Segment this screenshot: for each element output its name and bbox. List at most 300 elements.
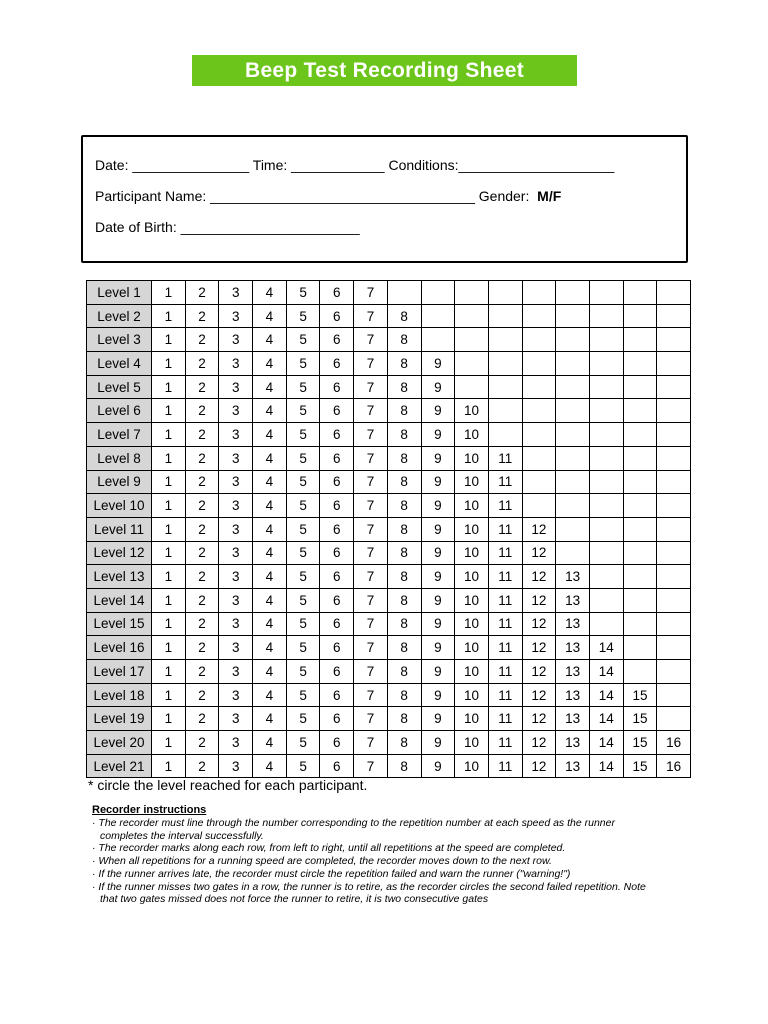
table-row	[87, 731, 691, 755]
empty-cell	[657, 494, 691, 518]
repetition-cell: 4	[253, 731, 287, 755]
empty-cell	[455, 304, 489, 328]
table-row	[87, 612, 691, 636]
empty-cell	[556, 517, 590, 541]
repetition-cell: 2	[185, 352, 219, 376]
repetition-cell: 13	[556, 565, 590, 589]
repetition-cell: 4	[253, 612, 287, 636]
empty-cell	[488, 328, 522, 352]
repetition-cell: 3	[219, 731, 253, 755]
repetition-cell: 8	[387, 731, 421, 755]
repetition-cell: 14	[589, 731, 623, 755]
table-row	[87, 517, 691, 541]
empty-cell	[589, 399, 623, 423]
table-row	[87, 352, 691, 376]
repetition-cell: 6	[320, 446, 354, 470]
empty-cell	[657, 470, 691, 494]
instruction-item: · If the runner arrives late, the recorder must circle the repetition failed and warn the runner ("warning!")	[92, 867, 571, 880]
repetition-cell: 10	[455, 588, 489, 612]
repetition-cell: 1	[152, 352, 186, 376]
repetition-cell: 2	[185, 494, 219, 518]
repetition-cell: 4	[253, 541, 287, 565]
repetition-cell: 8	[387, 683, 421, 707]
empty-cell	[556, 446, 590, 470]
empty-cell	[455, 352, 489, 376]
repetition-cell: 3	[219, 683, 253, 707]
empty-cell	[522, 328, 556, 352]
repetition-cell: 3	[219, 470, 253, 494]
date-of-birth-line: Date of Birth: _______________________	[95, 219, 360, 235]
empty-cell	[556, 494, 590, 518]
table-row	[87, 304, 691, 328]
repetition-cell: 2	[185, 612, 219, 636]
repetition-cell: 14	[589, 707, 623, 731]
participant-name-line	[95, 188, 561, 204]
empty-cell	[556, 352, 590, 376]
repetition-cell: 1	[152, 660, 186, 684]
repetition-cell: 6	[320, 660, 354, 684]
repetition-cell: 7	[354, 304, 388, 328]
repetition-cell: 1	[152, 612, 186, 636]
repetition-cell: 13	[556, 660, 590, 684]
repetition-cell: 12	[522, 612, 556, 636]
repetition-cell: 8	[387, 541, 421, 565]
repetition-cell: 4	[253, 446, 287, 470]
repetition-cell: 4	[253, 399, 287, 423]
repetition-cell: 1	[152, 399, 186, 423]
empty-cell	[657, 541, 691, 565]
repetition-cell: 4	[253, 352, 287, 376]
repetition-cell: 10	[455, 446, 489, 470]
repetition-cell: 9	[421, 494, 455, 518]
repetition-cell: 7	[354, 660, 388, 684]
repetition-cell: 5	[286, 517, 320, 541]
repetition-cell: 13	[556, 731, 590, 755]
empty-cell	[623, 636, 657, 660]
empty-cell	[488, 281, 522, 305]
repetition-cell: 8	[387, 612, 421, 636]
repetition-cell: 8	[387, 754, 421, 778]
repetition-cell: 12	[522, 636, 556, 660]
repetition-cell: 6	[320, 304, 354, 328]
empty-cell	[623, 446, 657, 470]
repetition-cell: 10	[455, 541, 489, 565]
table-row	[87, 281, 691, 305]
repetition-cell: 15	[623, 683, 657, 707]
repetition-cell: 2	[185, 707, 219, 731]
repetition-cell: 12	[522, 588, 556, 612]
repetition-cell: 9	[421, 375, 455, 399]
repetition-cell: 11	[488, 541, 522, 565]
repetition-cell: 1	[152, 636, 186, 660]
table-row	[87, 494, 691, 518]
repetition-cell: 10	[455, 660, 489, 684]
repetition-cell: 4	[253, 304, 287, 328]
repetition-cell: 9	[421, 541, 455, 565]
repetition-cell: 11	[488, 470, 522, 494]
table-row	[87, 636, 691, 660]
repetition-cell: 2	[185, 328, 219, 352]
repetition-cell: 11	[488, 588, 522, 612]
level-label: Level 20	[87, 731, 152, 755]
repetition-cell: 3	[219, 636, 253, 660]
empty-cell	[657, 352, 691, 376]
repetition-cell: 7	[354, 612, 388, 636]
empty-cell	[522, 399, 556, 423]
repetition-cell: 1	[152, 517, 186, 541]
repetition-cell: 7	[354, 399, 388, 423]
empty-cell	[589, 375, 623, 399]
empty-cell	[488, 423, 522, 447]
repetition-cell: 1	[152, 423, 186, 447]
empty-cell	[488, 399, 522, 423]
table-row	[87, 328, 691, 352]
circle-level-note: * circle the level reached for each participant.	[88, 777, 368, 793]
empty-cell	[657, 399, 691, 423]
repetition-cell: 16	[657, 731, 691, 755]
instruction-item: · The recorder marks along each row, from left to right, until all repetitions at the speed are completed.	[92, 842, 566, 855]
empty-cell	[522, 352, 556, 376]
repetition-cell: 9	[421, 731, 455, 755]
empty-cell	[589, 423, 623, 447]
repetition-cell: 13	[556, 636, 590, 660]
level-label: Level 5	[87, 375, 152, 399]
repetition-cell: 6	[320, 754, 354, 778]
repetition-cell: 3	[219, 328, 253, 352]
repetition-cell: 8	[387, 375, 421, 399]
repetition-cell: 12	[522, 731, 556, 755]
repetition-cell: 1	[152, 754, 186, 778]
empty-cell	[387, 281, 421, 305]
table-row	[87, 399, 691, 423]
repetition-cell: 5	[286, 328, 320, 352]
repetition-cell: 3	[219, 304, 253, 328]
repetition-cell: 5	[286, 541, 320, 565]
level-label: Level 13	[87, 565, 152, 589]
empty-cell	[657, 707, 691, 731]
repetition-cell: 13	[556, 588, 590, 612]
repetition-cell: 6	[320, 636, 354, 660]
repetition-cell: 14	[589, 660, 623, 684]
repetition-cell: 1	[152, 494, 186, 518]
repetition-cell: 11	[488, 636, 522, 660]
repetition-cell: 5	[286, 636, 320, 660]
empty-cell	[623, 565, 657, 589]
repetition-cell: 9	[421, 707, 455, 731]
repetition-cell: 2	[185, 731, 219, 755]
repetition-cell: 6	[320, 612, 354, 636]
empty-cell	[623, 660, 657, 684]
repetition-cell: 1	[152, 683, 186, 707]
level-label: Level 15	[87, 612, 152, 636]
empty-cell	[522, 375, 556, 399]
recorder-instructions-heading: Recorder instructions	[92, 804, 207, 816]
empty-cell	[657, 636, 691, 660]
repetition-cell: 7	[354, 588, 388, 612]
repetition-cell: 5	[286, 731, 320, 755]
repetition-cell: 11	[488, 731, 522, 755]
repetition-cell: 7	[354, 541, 388, 565]
repetition-cell: 10	[455, 494, 489, 518]
empty-cell	[657, 612, 691, 636]
repetition-cell: 10	[455, 470, 489, 494]
repetition-cell: 4	[253, 423, 287, 447]
repetition-cell: 14	[589, 754, 623, 778]
repetition-cell: 4	[253, 281, 287, 305]
level-label: Level 2	[87, 304, 152, 328]
repetition-cell: 2	[185, 517, 219, 541]
repetition-cell: 1	[152, 328, 186, 352]
repetition-cell: 2	[185, 375, 219, 399]
empty-cell	[589, 352, 623, 376]
instruction-item: · When all repetitions for a running speed are completed, the recorder moves down to the next row.	[92, 855, 552, 868]
repetition-cell: 7	[354, 352, 388, 376]
level-label: Level 8	[87, 446, 152, 470]
repetition-cell: 6	[320, 399, 354, 423]
repetition-cell: 6	[320, 494, 354, 518]
repetition-cell: 12	[522, 683, 556, 707]
repetition-cell: 2	[185, 423, 219, 447]
empty-cell	[623, 375, 657, 399]
repetition-cell: 10	[455, 683, 489, 707]
repetition-cell: 10	[455, 517, 489, 541]
repetition-cell: 7	[354, 565, 388, 589]
empty-cell	[421, 281, 455, 305]
empty-cell	[623, 304, 657, 328]
repetition-cell: 16	[657, 754, 691, 778]
repetition-cell: 6	[320, 470, 354, 494]
empty-cell	[589, 494, 623, 518]
repetition-cell: 10	[455, 707, 489, 731]
repetition-cell: 8	[387, 588, 421, 612]
empty-cell	[589, 588, 623, 612]
repetition-cell: 1	[152, 707, 186, 731]
repetition-cell: 4	[253, 683, 287, 707]
repetition-cell: 14	[589, 636, 623, 660]
level-label: Level 9	[87, 470, 152, 494]
repetition-cell: 8	[387, 707, 421, 731]
repetition-cell: 3	[219, 541, 253, 565]
table-row	[87, 375, 691, 399]
repetition-cell: 10	[455, 423, 489, 447]
repetition-cell: 5	[286, 281, 320, 305]
repetition-cell: 8	[387, 517, 421, 541]
empty-cell	[589, 541, 623, 565]
repetition-cell: 7	[354, 281, 388, 305]
repetition-cell: 6	[320, 588, 354, 612]
empty-cell	[657, 517, 691, 541]
empty-cell	[522, 446, 556, 470]
participant-info-box	[81, 135, 688, 263]
repetition-cell: 5	[286, 660, 320, 684]
empty-cell	[488, 304, 522, 328]
repetition-cell: 12	[522, 754, 556, 778]
repetition-cell: 11	[488, 707, 522, 731]
empty-cell	[657, 446, 691, 470]
repetition-cell: 3	[219, 423, 253, 447]
repetition-cell: 3	[219, 375, 253, 399]
repetition-cell: 3	[219, 352, 253, 376]
repetition-cell: 5	[286, 470, 320, 494]
repetition-cell: 12	[522, 541, 556, 565]
repetition-cell: 7	[354, 517, 388, 541]
empty-cell	[589, 612, 623, 636]
table-row	[87, 707, 691, 731]
repetition-cell: 3	[219, 565, 253, 589]
empty-cell	[623, 423, 657, 447]
empty-cell	[623, 328, 657, 352]
empty-cell	[589, 470, 623, 494]
repetition-cell: 2	[185, 304, 219, 328]
repetition-cell: 5	[286, 707, 320, 731]
empty-cell	[455, 281, 489, 305]
level-label: Level 6	[87, 399, 152, 423]
empty-cell	[657, 660, 691, 684]
repetition-cell: 5	[286, 304, 320, 328]
level-label: Level 7	[87, 423, 152, 447]
repetition-cell: 6	[320, 352, 354, 376]
repetition-cell: 3	[219, 588, 253, 612]
empty-cell	[522, 423, 556, 447]
repetition-cell: 2	[185, 588, 219, 612]
repetition-cell: 11	[488, 754, 522, 778]
repetition-cell: 2	[185, 446, 219, 470]
table-row	[87, 683, 691, 707]
empty-cell	[657, 588, 691, 612]
repetition-cell: 2	[185, 683, 219, 707]
repetition-cell: 2	[185, 565, 219, 589]
repetition-cell: 9	[421, 588, 455, 612]
repetition-cell: 15	[623, 754, 657, 778]
repetition-cell: 8	[387, 494, 421, 518]
repetition-cell: 4	[253, 494, 287, 518]
repetition-cell: 9	[421, 636, 455, 660]
repetition-cell: 10	[455, 399, 489, 423]
repetition-cell: 7	[354, 707, 388, 731]
table-row	[87, 541, 691, 565]
repetition-cell: 7	[354, 754, 388, 778]
repetition-cell: 8	[387, 470, 421, 494]
repetition-cell: 8	[387, 446, 421, 470]
repetition-cell: 9	[421, 754, 455, 778]
repetition-cell: 5	[286, 494, 320, 518]
empty-cell	[556, 304, 590, 328]
repetition-cell: 12	[522, 660, 556, 684]
instruction-item: · The recorder must line through the number corresponding to the repetition number at each speed as the runner completes the interval successfully.	[92, 817, 615, 842]
empty-cell	[455, 328, 489, 352]
level-label: Level 19	[87, 707, 152, 731]
repetition-cell: 8	[387, 304, 421, 328]
repetition-cell: 1	[152, 446, 186, 470]
repetition-cell: 5	[286, 612, 320, 636]
repetition-cell: 11	[488, 683, 522, 707]
empty-cell	[522, 304, 556, 328]
repetition-cell: 12	[522, 707, 556, 731]
repetition-cell: 12	[522, 565, 556, 589]
repetition-cell: 10	[455, 565, 489, 589]
repetition-cell: 3	[219, 660, 253, 684]
repetition-cell: 2	[185, 754, 219, 778]
empty-cell	[589, 446, 623, 470]
level-label: Level 12	[87, 541, 152, 565]
repetition-cell: 3	[219, 612, 253, 636]
repetition-cell: 9	[421, 470, 455, 494]
repetition-cell: 11	[488, 494, 522, 518]
empty-cell	[589, 565, 623, 589]
repetition-cell: 1	[152, 375, 186, 399]
repetition-cell: 2	[185, 636, 219, 660]
gender-options: M/F	[537, 188, 562, 204]
empty-cell	[623, 352, 657, 376]
empty-cell	[657, 304, 691, 328]
repetition-cell: 9	[421, 683, 455, 707]
empty-cell	[589, 328, 623, 352]
empty-cell	[657, 683, 691, 707]
repetition-cell: 6	[320, 731, 354, 755]
repetition-cell: 11	[488, 660, 522, 684]
repetition-cell: 9	[421, 352, 455, 376]
repetition-cell: 10	[455, 636, 489, 660]
repetition-cell: 5	[286, 565, 320, 589]
repetition-cell: 10	[455, 612, 489, 636]
empty-cell	[556, 328, 590, 352]
repetition-cell: 6	[320, 423, 354, 447]
empty-cell	[589, 517, 623, 541]
repetition-cell: 3	[219, 399, 253, 423]
repetition-cell: 2	[185, 399, 219, 423]
sheet-title: Beep Test Recording Sheet	[192, 55, 577, 86]
empty-cell	[556, 423, 590, 447]
empty-cell	[657, 565, 691, 589]
repetition-cell: 4	[253, 565, 287, 589]
repetition-cell: 3	[219, 754, 253, 778]
repetition-cell: 2	[185, 541, 219, 565]
repetition-cell: 8	[387, 660, 421, 684]
repetition-cell: 13	[556, 707, 590, 731]
level-label: Level 1	[87, 281, 152, 305]
repetition-cell: 11	[488, 565, 522, 589]
repetition-cell: 8	[387, 328, 421, 352]
empty-cell	[657, 328, 691, 352]
level-label: Level 11	[87, 517, 152, 541]
empty-cell	[522, 494, 556, 518]
repetition-cell: 5	[286, 446, 320, 470]
repetition-cell: 10	[455, 754, 489, 778]
repetition-cell: 6	[320, 375, 354, 399]
repetition-cell: 15	[623, 707, 657, 731]
table-row	[87, 565, 691, 589]
empty-cell	[522, 470, 556, 494]
empty-cell	[657, 423, 691, 447]
repetition-cell: 5	[286, 683, 320, 707]
level-label: Level 4	[87, 352, 152, 376]
repetition-cell: 4	[253, 636, 287, 660]
repetition-cell: 3	[219, 446, 253, 470]
repetition-cell: 4	[253, 517, 287, 541]
repetition-cell: 8	[387, 352, 421, 376]
repetition-cell: 9	[421, 565, 455, 589]
repetition-cell: 4	[253, 328, 287, 352]
repetition-cell: 4	[253, 754, 287, 778]
repetition-cell: 8	[387, 636, 421, 660]
repetition-cell: 7	[354, 636, 388, 660]
repetition-cell: 6	[320, 683, 354, 707]
repetition-cell: 7	[354, 470, 388, 494]
repetition-cell: 5	[286, 754, 320, 778]
empty-cell	[657, 281, 691, 305]
repetition-cell: 5	[286, 399, 320, 423]
repetition-cell: 8	[387, 423, 421, 447]
